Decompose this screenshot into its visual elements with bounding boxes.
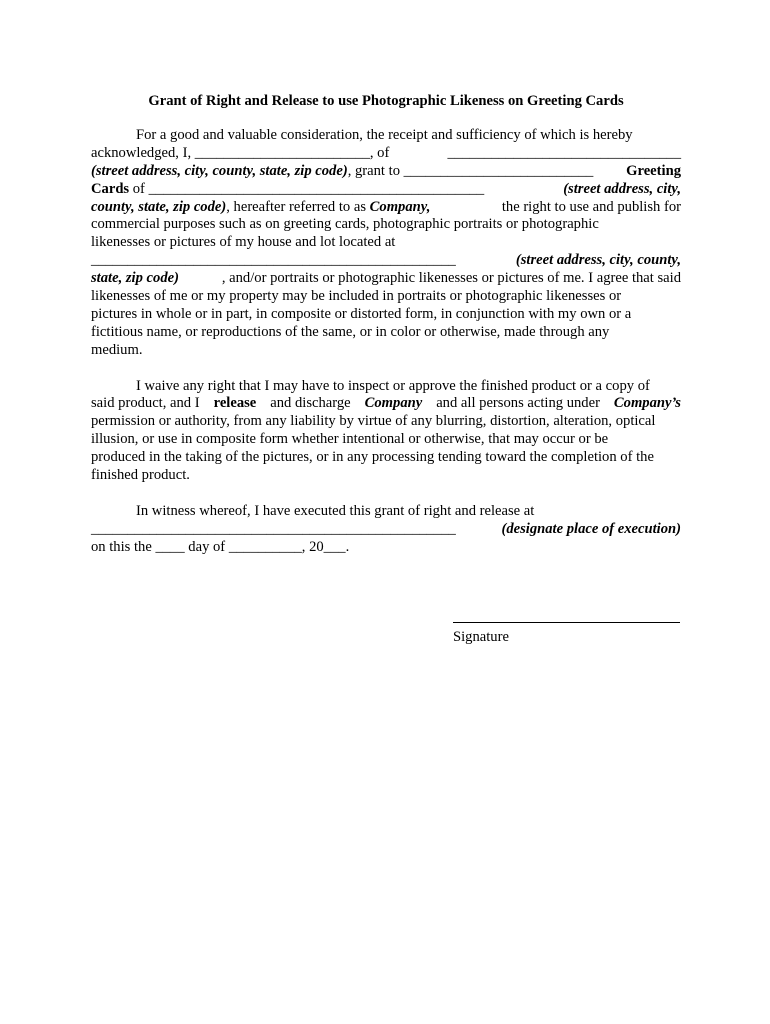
text: commercial purposes such as on greeting cards, photographic portraits or photographic (91, 216, 599, 233)
blank-field: __________________________________________________ (91, 252, 456, 269)
release-term: release (213, 395, 257, 412)
text: fictitious name, or reproductions of the same, or in color or otherwise, made through any (91, 323, 610, 340)
place-hint: (designate place of execution) (501, 520, 681, 537)
para2-line-2 (91, 395, 681, 413)
para2-line-1 (91, 378, 681, 396)
para1-line-6 (91, 216, 681, 234)
text: permission or authority, from any liability by virtue of any blurring, distortion, alteration, optical (91, 413, 656, 430)
date-line: on this the ____ day of __________, 20___. (91, 538, 350, 555)
address-hint: county, state, zip code) (91, 198, 227, 215)
paragraph-waiver (91, 378, 681, 485)
text: of ______________________________________________ (129, 180, 485, 197)
para1-line-12 (91, 324, 681, 342)
para2-line-5 (91, 449, 681, 467)
blank-field: __________________________________________________ (91, 520, 456, 537)
text: the right to use and publish for (501, 198, 681, 215)
para1-line-1 (91, 127, 681, 145)
para1-line-13 (91, 342, 681, 360)
document-title: Grant of Right and Release to use Photographic Likeness on Greeting Cards (148, 93, 624, 109)
address-hint: state, zip code) (91, 270, 179, 287)
cards-label: Cards (91, 180, 130, 197)
signature-line (453, 622, 680, 623)
text: I waive any right that I may have to inspect or approve the finished product or a copy of (136, 377, 650, 394)
address-hint: (street address, city, county, (515, 252, 681, 269)
para1-line-9 (91, 270, 681, 288)
text: illusion, or use in composite form whether intentional or otherwise, that may occur or be (91, 431, 609, 448)
address-hint: (street address, city, county, state, zip code) (91, 162, 348, 179)
signature-block (453, 622, 681, 647)
para1-line-5 (91, 199, 681, 217)
text: finished product. (91, 467, 190, 484)
text (91, 163, 593, 181)
para3-line-3 (91, 539, 681, 557)
text: medium. (91, 341, 143, 358)
text: acknowledged, I, ________________________, of (91, 144, 390, 161)
blank-field: ________________________________ (447, 144, 681, 161)
para1-line-7 (91, 234, 681, 252)
company-possessive-term: Company’s (613, 395, 681, 412)
signature-label: Signature (453, 629, 509, 645)
paragraph-witness (91, 503, 681, 557)
text: , and/or portraits or photographic likenesses or pictures of me. I agree that said (221, 270, 681, 287)
para3-line-1 (91, 503, 681, 521)
text: , grant to __________________________ (347, 162, 594, 179)
para1-line-3 (91, 163, 681, 181)
paragraph-consideration (91, 127, 681, 360)
text: likenesses of me or my property may be included in portraits or photographic likenesses or (91, 288, 622, 305)
para2-line-6 (91, 467, 681, 485)
address-hint: (street address, city, (563, 180, 681, 197)
paragraph-gap (91, 360, 681, 378)
paragraph-gap (91, 485, 681, 503)
para1-line-10 (91, 288, 681, 306)
text: For a good and valuable consideration, the receipt and sufficiency of which is hereby (136, 126, 633, 143)
company-term: Company (364, 395, 423, 412)
para2-line-4 (91, 431, 681, 449)
text: In witness whereof, I have executed this grant of right and release at (136, 502, 535, 519)
text: said product, and I (91, 395, 200, 412)
para2-line-3 (91, 413, 681, 431)
para1-line-4 (91, 181, 681, 199)
text: produced in the taking of the pictures, or in any processing tending toward the completion of the (91, 449, 654, 466)
text: likenesses or pictures of my house and lot located at (91, 234, 396, 251)
para1-line-11 (91, 306, 681, 324)
text: and discharge (270, 395, 351, 412)
document-body (91, 93, 681, 557)
text (91, 199, 430, 217)
text (91, 181, 484, 199)
para1-line-8 (91, 252, 681, 270)
greeting-label: Greeting (626, 162, 681, 179)
text: pictures in whole or in part, in composite or distorted form, in conjunction with my own or a (91, 305, 632, 322)
para1-line-2 (91, 145, 681, 163)
company-term: Company, (369, 198, 431, 215)
text: , hereafter referred to as (226, 198, 367, 215)
text: and all persons acting under (436, 395, 600, 412)
para3-line-2 (91, 521, 681, 539)
